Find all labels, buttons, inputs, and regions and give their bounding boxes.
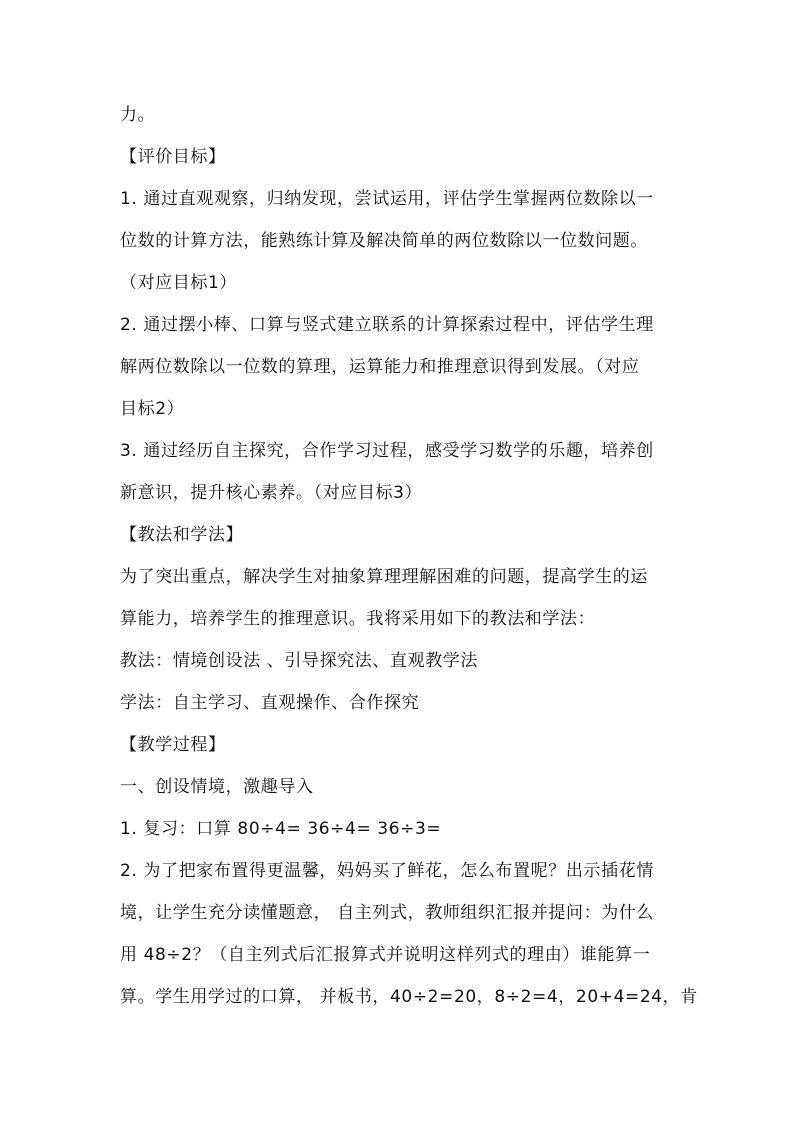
text-line: 1. 复习：口算 80÷4= 36÷4= 36÷3= bbox=[120, 819, 442, 839]
text-line: 位数的计算方法，能熟练计算及解决简单的两位数除以一位数问题。 bbox=[120, 231, 648, 251]
text-line: 学法：自主学习、直观操作、合作探究 bbox=[120, 693, 420, 713]
text-line: 解两位数除以一位数的算理，运算能力和推理意识得到发展。（对应 bbox=[120, 357, 640, 377]
text-line: 为了突出重点，解决学生对抽象算理理解困难的问题，提高学生的运 bbox=[120, 567, 648, 587]
text-line: 2. 通过摆小棒、口算与竖式建立联系的计算探索过程中，评估学生理 bbox=[120, 315, 654, 335]
text-line: 力。 bbox=[120, 105, 156, 125]
text-line: 教法：情境创设法 、引导探究法、直观教学法 bbox=[120, 651, 479, 671]
text-line: 用 48÷2？（自主列式后汇报算式并说明这样列式的理由）谁能算一 bbox=[120, 945, 651, 965]
text-line: 新意识，提升核心素养。（对应目标3） bbox=[120, 483, 423, 503]
text-line: 目标2） bbox=[120, 399, 185, 419]
section-heading-teaching-methods: 【教法和学法】 bbox=[120, 525, 244, 545]
text-line: 3. 通过经历自主探究，合作学习过程，感受学习数学的乐趣，培养创 bbox=[120, 441, 654, 461]
text-line: 2. 为了把家布置得更温馨，妈妈买了鲜花，怎么布置呢？出示插花情 bbox=[120, 861, 654, 881]
section-heading-evaluation-goals: 【评价目标】 bbox=[120, 147, 226, 167]
text-line: 算。学生用学过的口算， 并板书，40÷2=20，8÷2=4，20+4=24，肯 bbox=[120, 987, 698, 1007]
section-heading-teaching-process: 【教学过程】 bbox=[120, 735, 226, 755]
text-line: 一、创设情境，激趣导入 bbox=[120, 777, 314, 797]
text-line: （对应目标1） bbox=[120, 273, 238, 293]
text-line: 境，让学生充分读懂题意， 自主列式，教师组织汇报并提问：为什么 bbox=[120, 903, 655, 923]
text-line: 算能力，培养学生的推理意识。我将采用如下的教法和学法： bbox=[120, 609, 596, 629]
text-line: 1. 通过直观观察，归纳发现，尝试运用，评估学生掌握两位数除以一 bbox=[120, 189, 654, 209]
